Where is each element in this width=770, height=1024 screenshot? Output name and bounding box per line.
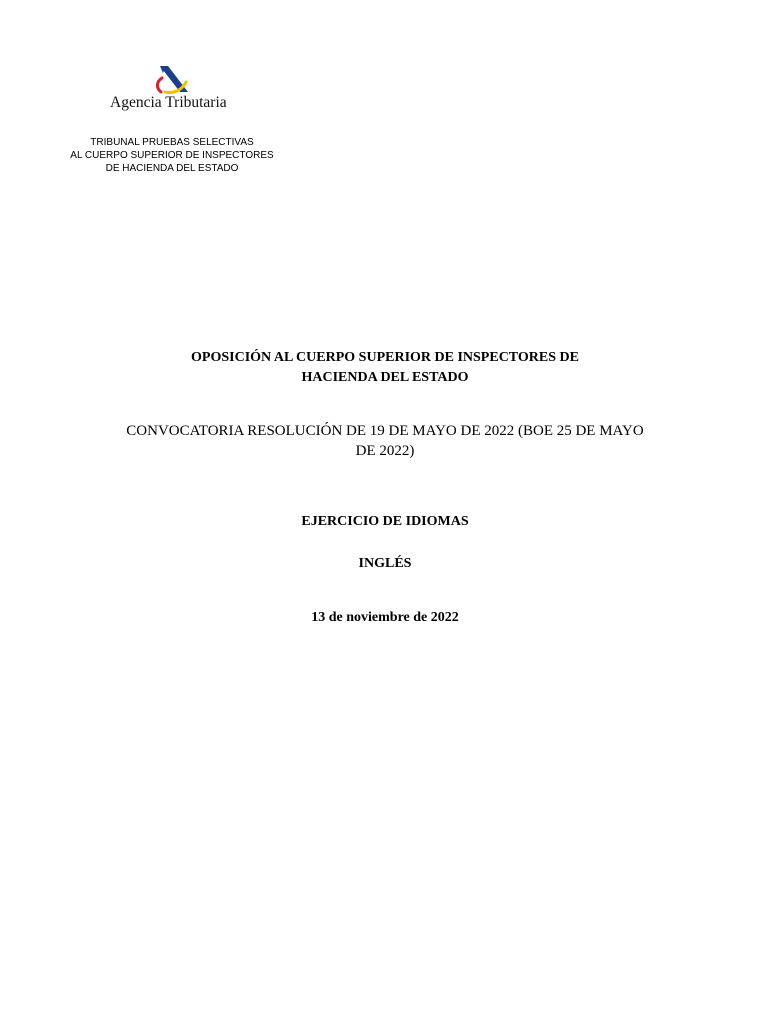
title-line-1: OPOSICIÓN AL CUERPO SUPERIOR DE INSPECTORES DE — [191, 350, 579, 365]
exam-date: 13 de noviembre de 2022 — [311, 610, 459, 625]
convocatoria-line-1: CONVOCATORIA RESOLUCIÓN DE 19 DE MAYO DE 2022 (BOE 25 DE MAYO — [126, 423, 644, 439]
exercise-heading: EJERCICIO DE IDIOMAS — [301, 514, 469, 529]
tribunal-line-1: TRIBUNAL PRUEBAS SELECTIVAS — [90, 137, 254, 148]
tribunal-line-3: DE HACIENDA DEL ESTADO — [105, 163, 239, 174]
agency-name: Agencia Tributaria — [110, 94, 227, 111]
tribunal-line-2: AL CUERPO SUPERIOR DE INSPECTORES — [70, 150, 274, 161]
language-heading: INGLÉS — [358, 556, 412, 571]
convocatoria — [100, 421, 670, 461]
title-line-2: HACIENDA DEL ESTADO — [301, 370, 469, 385]
agencia-tributaria-logo-icon — [152, 64, 192, 96]
document-title — [100, 348, 670, 388]
convocatoria-line-2: DE 2022) — [355, 443, 415, 459]
tribunal-header — [62, 136, 282, 175]
logo-red-arc — [157, 78, 162, 92]
